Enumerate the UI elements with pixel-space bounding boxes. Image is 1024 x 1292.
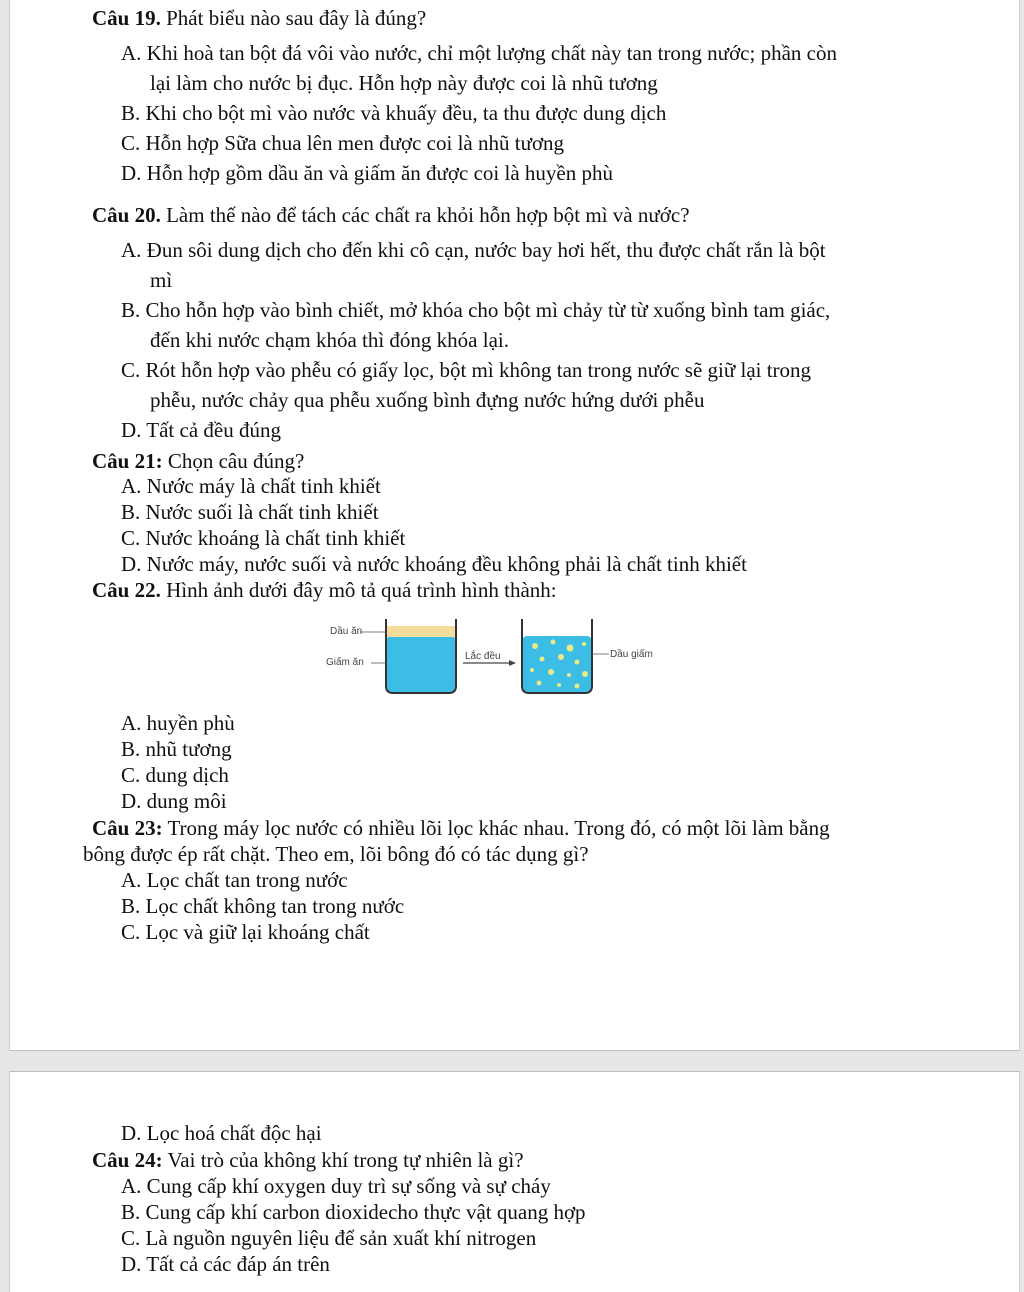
question-text: Phát biểu nào sau đây là đúng? (160, 6, 427, 30)
q22-option-b: B. nhũ tương (121, 737, 232, 761)
label-shake: Lắc đều (465, 651, 501, 662)
q20-option-b-cont: đến khi nước chạm khóa thì đóng khóa lại. (150, 328, 509, 352)
q21-option-b: B. Nước suối là chất tinh khiết (121, 500, 379, 524)
q19-option-b: B. Khi cho bột mì vào nước và khuấy đều, ta thu được dung dịch (121, 101, 667, 125)
question-21 (92, 449, 304, 473)
q24-option-a: A. Cung cấp khí oxygen duy trì sự sống và sự cháy (121, 1174, 551, 1198)
q22-option-a: A. huyền phù (121, 711, 235, 735)
q23-option-d: D. Lọc hoá chất độc hại (121, 1121, 322, 1145)
question-text: Chọn câu đúng? (162, 449, 305, 473)
q22-option-c: C. dung dịch (121, 763, 229, 787)
q20-option-c-cont: phễu, nước chảy qua phễu xuống bình đựng nước hứng dưới phễu (150, 388, 705, 412)
question-23-cont: bông được ép rất chặt. Theo em, lõi bông đó có tác dụng gì? (83, 842, 589, 866)
q19-option-c: C. Hỗn hợp Sữa chua lên men được coi là nhũ tương (121, 131, 565, 155)
question-24 (92, 1148, 524, 1172)
q19-option-a: A. Khi hoà tan bột đá vôi vào nước, chỉ một lượng chất này tan trong nước; phần còn (121, 41, 837, 65)
q24-option-c: C. Là nguồn nguyên liệu để sản xuất khí nitrogen (121, 1226, 537, 1250)
label-mix: Dầu giấm (610, 649, 653, 660)
question-text: Hình ảnh dưới đây mô tả quá trình hình thành: (160, 578, 557, 602)
q20-option-d: D. Tất cả đều đúng (121, 418, 281, 442)
question-number: Câu 19. (92, 6, 161, 30)
emulsion-figure (313, 602, 673, 708)
oil-layer (386, 626, 456, 637)
question-20 (92, 203, 690, 227)
question-19 (92, 6, 426, 30)
q24-option-d: D. Tất cả các đáp án trên (121, 1252, 330, 1276)
question-text: Trong máy lọc nước có nhiều lõi lọc khác nhau. Trong đó, có một lõi làm bằng (162, 816, 830, 840)
q23-option-c: C. Lọc và giữ lại khoáng chất (121, 920, 370, 944)
emulsion-diagram (313, 602, 673, 708)
q19-option-d: D. Hỗn hợp gồm dầu ăn và giấm ăn được coi là huyền phù (121, 161, 613, 185)
label-vinegar: Giấm ăn (326, 657, 364, 668)
question-text: Làm thế nào để tách các chất ra khỏi hỗn hợp bột mì và nước? (160, 203, 690, 227)
question-number: Câu 20. (92, 203, 161, 227)
question-number: Câu 22. (92, 578, 161, 602)
question-22 (92, 578, 557, 602)
q20-option-c: C. Rót hỗn hợp vào phễu có giấy lọc, bột mì không tan trong nước sẽ giữ lại trong (121, 358, 812, 382)
question-number: Câu 23: (92, 816, 163, 840)
q20-option-a: A. Đun sôi dung dịch cho đến khi cô cạn, nước bay hơi hết, thu được chất rắn là bột (121, 238, 826, 262)
q21-option-c: C. Nước khoáng là chất tinh khiết (121, 526, 406, 550)
q20-option-b: B. Cho hỗn hợp vào bình chiết, mở khóa cho bột mì chảy từ từ xuống bình tam giác, (121, 298, 831, 322)
q21-option-d: D. Nước máy, nước suối và nước khoáng đều không phải là chất tinh khiết (121, 552, 747, 576)
question-text: Vai trò của không khí trong tự nhiên là gì? (162, 1148, 524, 1172)
q23-option-a: A. Lọc chất tan trong nước (121, 868, 348, 892)
label-oil: Dầu ăn (330, 626, 363, 637)
q22-option-d: D. dung môi (121, 789, 227, 813)
question-number: Câu 21: (92, 449, 163, 473)
q20-option-a-cont: mì (150, 268, 173, 292)
question-number: Câu 24: (92, 1148, 163, 1172)
vinegar-layer (386, 636, 456, 692)
q19-option-a-cont: lại làm cho nước bị đục. Hỗn hợp này được coi là nhũ tương (150, 71, 658, 95)
question-23 (92, 816, 830, 840)
q23-option-b: B. Lọc chất không tan trong nước (121, 894, 405, 918)
q24-option-b: B. Cung cấp khí carbon dioxidecho thực vật quang hợp (121, 1200, 586, 1224)
q21-option-a: A. Nước máy là chất tinh khiết (121, 474, 381, 498)
